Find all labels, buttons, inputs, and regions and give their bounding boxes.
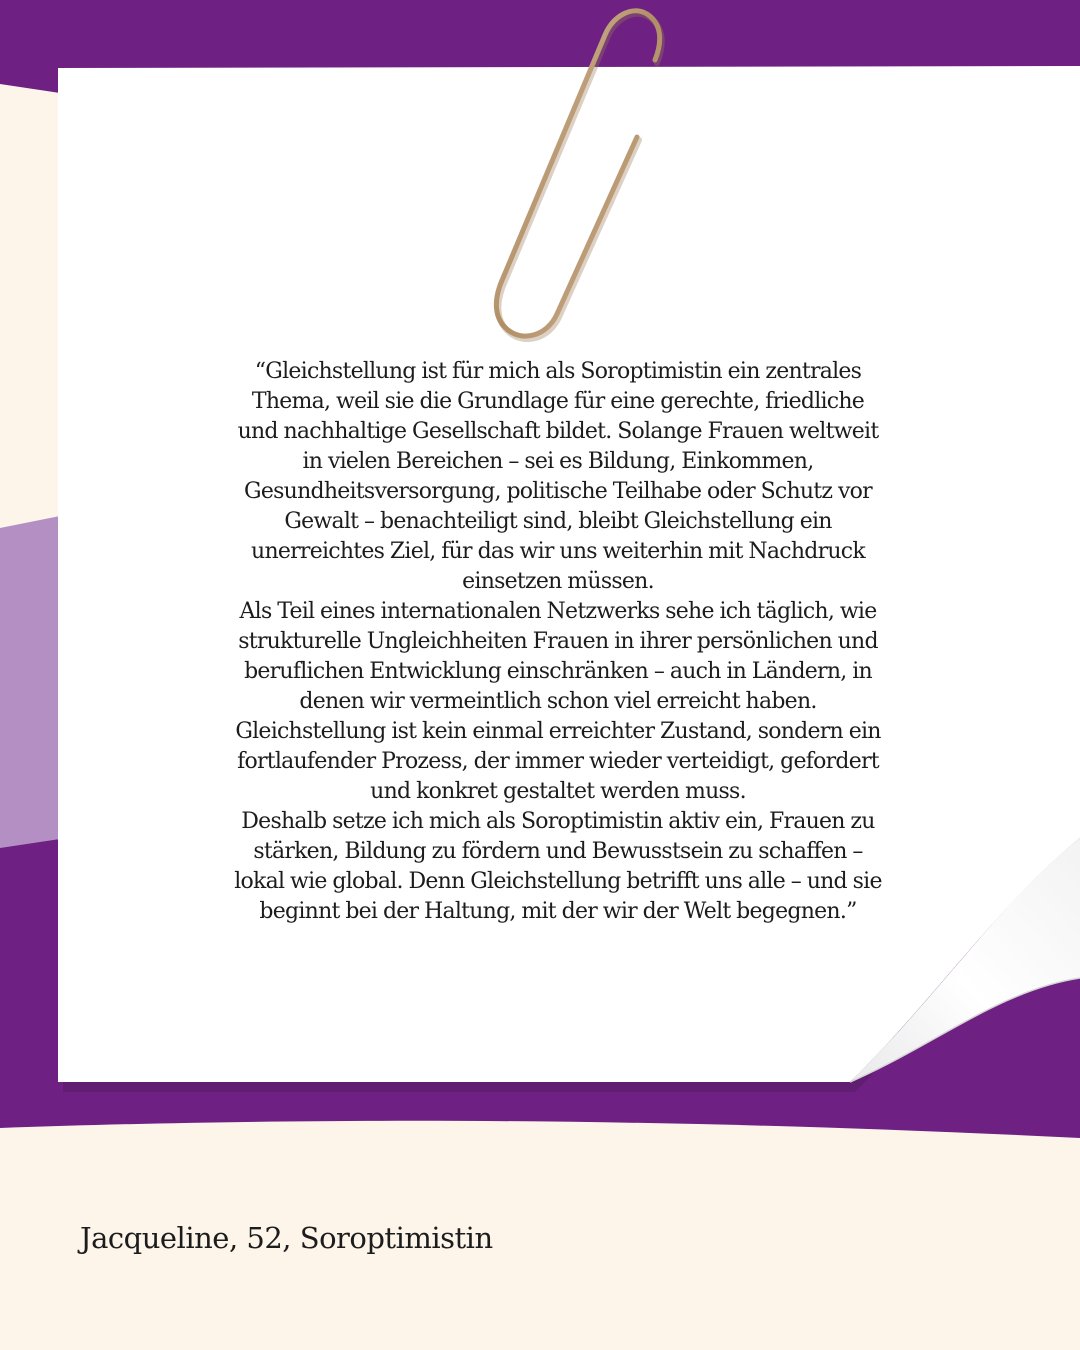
quote-text <box>232 357 884 927</box>
quote-paragraph-3: Deshalb setze ich mich als Soroptimistin aktiv ein, Frauen zu stärken, Bildung zu fördern und Bewusstsein zu schaffen – lokal wie global. Denn Gleichstellung betrifft uns alle – und sie beginnt bei der Haltung, mit der wir der Welt begegnen.” <box>234 809 882 924</box>
quote-paragraph-2: Als Teil eines internationalen Netzwerks sehe ich täglich, wie strukturelle Ungleichheiten Frauen in ihrer persönlichen und beruflichen Entwicklung einschränken – auch in Ländern, in denen wir vermeintlich schon viel erreicht haben. Gleichstellung ist kein einmal erreichter Zustand, sondern ein fortlaufender Prozess, der immer wieder verteidigt, gefordert und konkret gestaltet werden muss. <box>235 599 881 804</box>
attribution: Jacqueline, 52, Soroptimistin <box>80 1221 493 1255</box>
quote-paragraph-1: “Gleichstellung ist für mich als Soroptimistin ein zentrales Thema, weil sie die Grundlage für eine gerechte, friedliche und nachhaltige Gesellschaft bildet. Solange Frauen weltweit in vielen Bereichen – sei es Bildung, Einkommen, Gesundheitsversorgung, politische Teilhabe oder Schutz vor Gewalt – benachteiligt sind, bleibt Gleichstellung ein unerreichtes Ziel, für das wir uns weiterhin mit Nachdruck einsetzen müssen. <box>237 359 879 594</box>
